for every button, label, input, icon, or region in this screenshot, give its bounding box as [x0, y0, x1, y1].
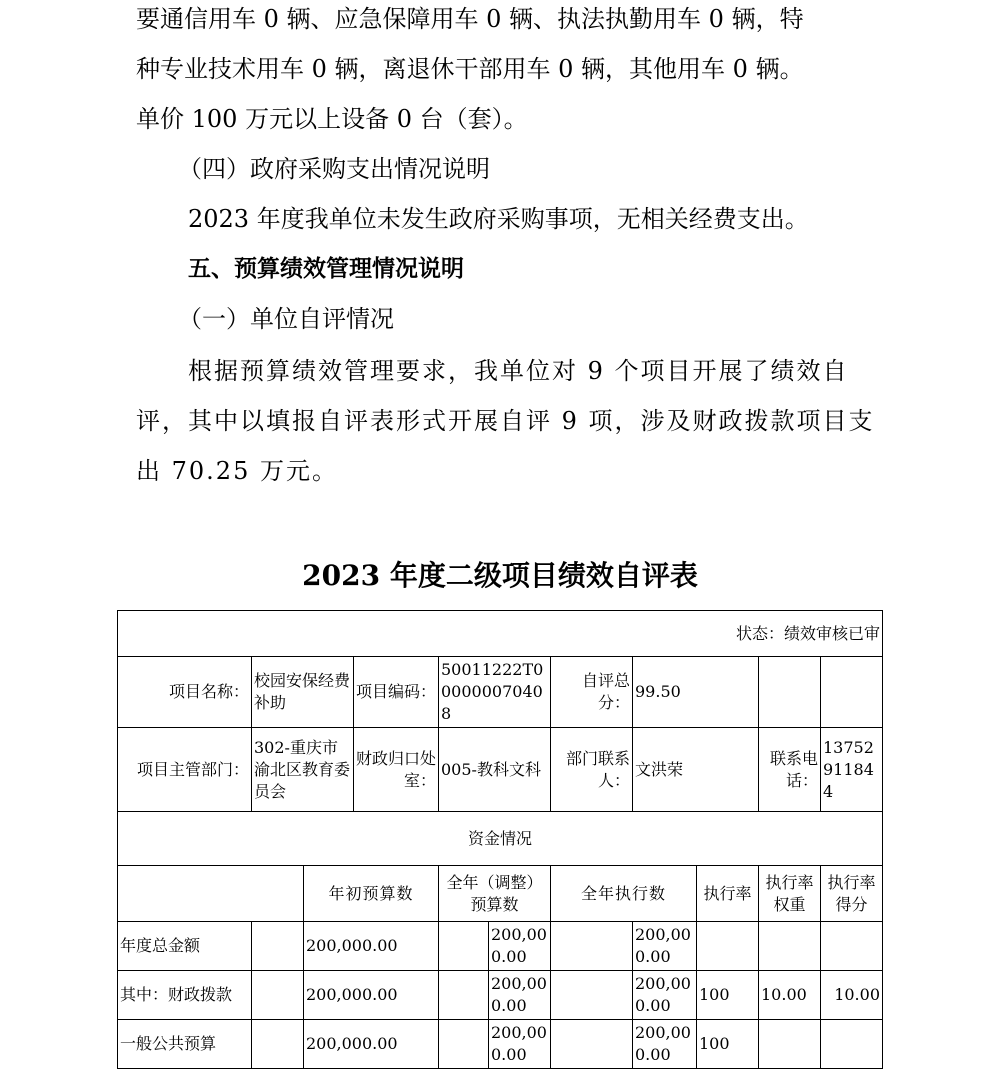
row-score: [821, 1020, 883, 1069]
project-code-label: 项目编码：: [354, 657, 439, 728]
table-row: [118, 922, 883, 971]
col-rate: 执行率: [697, 866, 759, 922]
empty-cell: [252, 971, 304, 1020]
col-initial-budget: 年初预算数: [304, 866, 439, 922]
contact-value: 文洪荣: [633, 728, 759, 812]
col-adjusted-budget: 全年（调整）预算数: [439, 866, 551, 922]
empty-cell: [118, 866, 304, 922]
table-title: 2023 年度二级项目绩效自评表: [302, 559, 698, 592]
self-eval-text: 根据预算绩效管理要求，我单位对 9 个项目开展了绩效自评，其中以填报自评表形式开展自评 9 项，涉及财政拨款项目支出 70.25 万元。: [136, 357, 875, 485]
row-label: 年度总金额: [118, 922, 252, 971]
score-value: 99.50: [633, 657, 759, 728]
empty-cell: [439, 922, 489, 971]
col-execution: 全年执行数: [551, 866, 697, 922]
vehicles-line-1: 要通信用车 0 辆、应急保障用车 0 辆、执法执勤用车 0 辆，特: [136, 5, 804, 33]
row-adjusted: 200,000.00: [489, 922, 551, 971]
dept-label: 项目主管部门：: [118, 728, 252, 812]
dept-value: 302-重庆市渝北区教育委员会: [252, 728, 354, 812]
empty-cell: [759, 657, 821, 728]
col-rate-score: 执行率得分: [821, 866, 883, 922]
table-row: [118, 1020, 883, 1069]
performance-table: [117, 610, 883, 1069]
funds-header: 资金情况: [118, 812, 883, 866]
row-initial: 200,000.00: [304, 922, 439, 971]
phone-label: 联系电话：: [759, 728, 821, 812]
finance-office-value: 005-教科文科: [439, 728, 551, 812]
project-name: 校园安保经费补助: [252, 657, 354, 728]
row-label: 其中：财政拨款: [118, 971, 252, 1020]
col-weight: 执行率权重: [759, 866, 821, 922]
row-executed: 200,000.00: [633, 922, 697, 971]
row-rate: [697, 922, 759, 971]
project-code: 50011222T000000070408: [439, 657, 551, 728]
row-score: 10.00: [821, 971, 883, 1020]
project-name-label: 项目名称：: [118, 657, 252, 728]
empty-cell: [439, 1020, 489, 1069]
vehicles-line-2: 种专业技术用车 0 辆，离退休干部用车 0 辆，其他用车 0 辆。: [136, 55, 804, 83]
procurement-text: 2023 年度我单位未发生政府采购事项，无相关经费支出。: [188, 205, 809, 233]
row-score: [821, 922, 883, 971]
phone-value: 13752911844: [821, 728, 883, 812]
heading-self-eval: （一）单位自评情况: [178, 305, 394, 333]
row-initial: 200,000.00: [304, 971, 439, 1020]
score-label: 自评总分：: [551, 657, 633, 728]
row-initial: 200,000.00: [304, 1020, 439, 1069]
contact-label: 部门联系人：: [551, 728, 633, 812]
row-weight: 10.00: [759, 971, 821, 1020]
row-rate: 100: [697, 971, 759, 1020]
row-executed: 200,000.00: [633, 971, 697, 1020]
heading-performance: 五、预算绩效管理情况说明: [188, 256, 464, 282]
empty-cell: [821, 657, 883, 728]
row-adjusted: 200,000.00: [489, 1020, 551, 1069]
row-rate: 100: [697, 1020, 759, 1069]
table-row: [118, 971, 883, 1020]
empty-cell: [252, 922, 304, 971]
empty-cell: [439, 971, 489, 1020]
empty-cell: [551, 971, 633, 1020]
row-weight: [759, 922, 821, 971]
row-executed: 200,000.00: [633, 1020, 697, 1069]
row-weight: [759, 1020, 821, 1069]
row-adjusted: 200,000.00: [489, 971, 551, 1020]
empty-cell: [551, 1020, 633, 1069]
vehicles-line-3: 单价 100 万元以上设备 0 台（套）。: [136, 105, 528, 133]
heading-procurement: （四）政府采购支出情况说明: [178, 155, 490, 183]
empty-cell: [551, 922, 633, 971]
status-cell: 状态：绩效审核已审: [118, 611, 883, 657]
row-label: 一般公共预算: [118, 1020, 252, 1069]
finance-office-label: 财政归口处室：: [354, 728, 439, 812]
empty-cell: [252, 1020, 304, 1069]
